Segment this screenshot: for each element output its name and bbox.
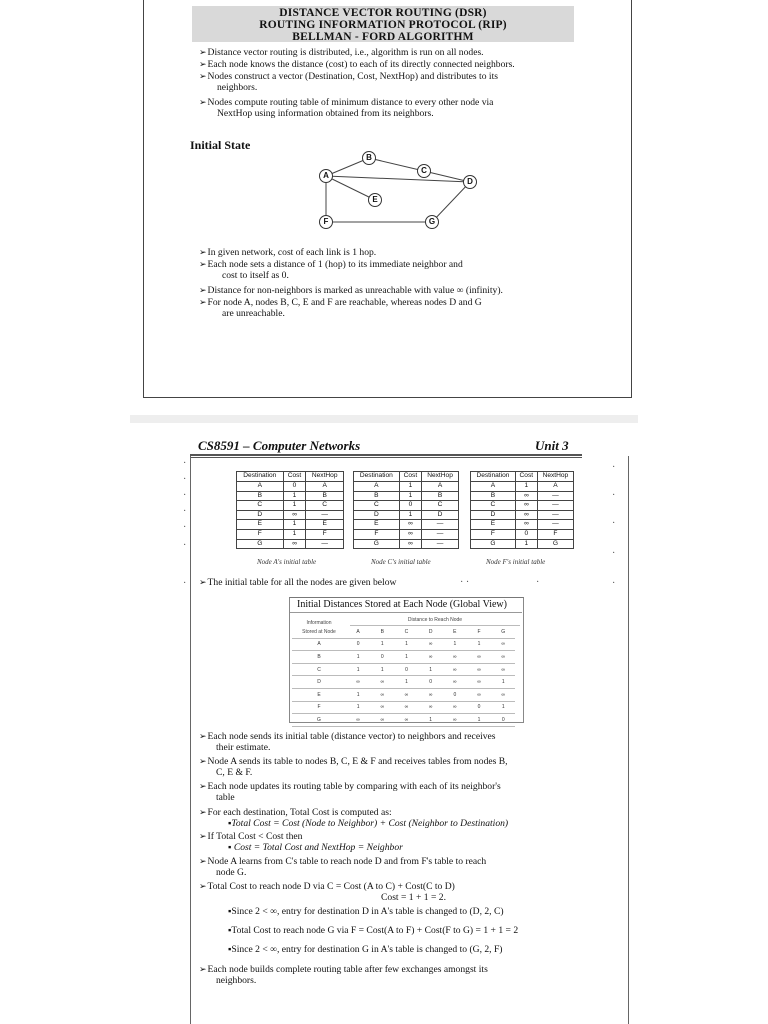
table-cell: ∞ <box>467 663 491 676</box>
page-separator <box>130 415 638 423</box>
table-cell: ∞ <box>491 663 515 676</box>
global-col-header: D <box>419 626 443 638</box>
table-cell: B <box>471 491 516 501</box>
scan-dot: · <box>612 518 616 529</box>
graph-node-d: D <box>463 175 477 189</box>
table-cell: ∞ <box>443 701 467 714</box>
col-header-nexthop: NextHop <box>306 472 344 482</box>
table-cell: E <box>354 520 400 530</box>
table-cell: C <box>237 501 284 511</box>
table-cell: ∞ <box>346 676 370 689</box>
scan-dot: · <box>183 458 187 469</box>
table-cell: 1 <box>283 491 306 501</box>
graph-node-f: F <box>319 215 333 229</box>
table-cell: — <box>422 529 459 539</box>
slide1-bullet-1: ➢Distance vector routing is distributed, i.e., algorithm is run on all nodes. <box>199 47 484 58</box>
graph-node-a: A <box>319 169 333 183</box>
table-cell: E <box>471 520 516 530</box>
table-cell: 0 <box>399 501 421 511</box>
table-cell: F <box>306 529 344 539</box>
initial-state-heading: Initial State <box>190 138 251 152</box>
table-cell: 1 <box>419 714 443 727</box>
table-cell: 1 <box>419 663 443 676</box>
table-cell: F <box>471 529 516 539</box>
global-row-node: E <box>292 688 346 701</box>
graph-node-c: C <box>417 164 431 178</box>
slide1-bullet-2: ➢Each node knows the distance (cost) to each of its directly connected neighbors. <box>199 59 515 70</box>
table-cell: ∞ <box>419 688 443 701</box>
table-cell: 1 <box>394 676 418 689</box>
table-cell: — <box>306 539 344 549</box>
graph-node-b: B <box>362 151 376 165</box>
table-cell: F <box>354 529 400 539</box>
table-cell: 1 <box>283 520 306 530</box>
s2-bullet-6-cont: node G. <box>216 867 247 878</box>
slide1-title-line-3: BELLMAN - FORD ALGORITHM <box>292 31 474 43</box>
table-cell: ∞ <box>370 688 394 701</box>
global-table-title: Initial Distances Stored at Each Node (Global View) <box>297 599 507 610</box>
scan-dot: · <box>183 522 187 533</box>
s2-bullet-6: ➢Node A learns from C's table to reach node D and from F's table to reach <box>199 856 487 867</box>
table-cell: A <box>306 482 344 492</box>
table-cell: ∞ <box>491 688 515 701</box>
col-header-nexthop: NextHop <box>422 472 459 482</box>
table-cell: — <box>537 520 573 530</box>
table-cell: ∞ <box>394 701 418 714</box>
col-header-destination: Destination <box>237 472 284 482</box>
node-c-caption: Node C's initial table <box>371 558 431 566</box>
table-cell: ∞ <box>515 510 537 520</box>
table-cell: ∞ <box>443 651 467 664</box>
table-cell: ∞ <box>283 510 306 520</box>
table-cell: ∞ <box>394 688 418 701</box>
table-cell: 1 <box>394 638 418 651</box>
table-cell: F <box>237 529 284 539</box>
table-cell: 0 <box>370 651 394 664</box>
table-cell: A <box>354 482 400 492</box>
table-cell: 0 <box>443 688 467 701</box>
s2-subbullet-g: ▪Since 2 < ∞, entry for destination G in A's table is changed to (G, 2, F) <box>228 944 503 955</box>
scan-dot: · <box>612 578 616 589</box>
course-title: CS8591 – Computer Networks <box>198 438 361 453</box>
s2-bullet-3: ➢Each node updates its routing table by comparing with each of its neighbor's <box>199 781 501 792</box>
table-cell: ∞ <box>491 651 515 664</box>
global-row-node: F <box>292 701 346 714</box>
global-col-header: G <box>491 626 515 638</box>
unit-label: Unit 3 <box>535 438 569 453</box>
table-cell: D <box>471 510 516 520</box>
table-cell: 1 <box>399 482 421 492</box>
table-cell: A <box>537 482 573 492</box>
col-header-destination: Destination <box>471 472 516 482</box>
global-col-header: B <box>370 626 394 638</box>
table-cell: B <box>422 491 459 501</box>
table-cell: 1 <box>394 651 418 664</box>
table-cell: 1 <box>491 676 515 689</box>
initial-table-intro: ➢The initial table for all the nodes are given below <box>199 577 397 588</box>
global-row-header-1: Information <box>306 620 332 626</box>
table-cell: — <box>422 520 459 530</box>
s2-bullet-3-cont: table <box>216 792 235 803</box>
table-cell: A <box>471 482 516 492</box>
network-graph <box>310 145 490 235</box>
table-cell: 0 <box>491 714 515 727</box>
scan-dot: · <box>612 490 616 501</box>
table-cell: C <box>354 501 400 511</box>
slide2-frame <box>190 456 629 1024</box>
table-cell: ∞ <box>394 714 418 727</box>
slide1-bullet2-4: ➢For node A, nodes B, C, E and F are reachable, whereas nodes D and G <box>199 297 482 308</box>
table-cell: — <box>537 491 573 501</box>
table-cell: 0 <box>394 663 418 676</box>
table-cell: G <box>354 539 400 549</box>
scan-dot: · <box>183 490 187 501</box>
node-a-caption: Node A's initial table <box>257 558 317 566</box>
table-cell: — <box>306 510 344 520</box>
slide1-bullet2-2-cont: cost to itself as 0. <box>222 270 289 281</box>
table-cell: D <box>237 510 284 520</box>
table-cell: ∞ <box>515 520 537 530</box>
table-cell: B <box>306 491 344 501</box>
table-cell: — <box>422 539 459 549</box>
slide1-title-line-2: ROUTING INFORMATION PROTOCOL (RIP) <box>259 19 507 31</box>
graph-node-e: E <box>368 193 382 207</box>
table-cell: A <box>237 482 284 492</box>
table-cell: 0 <box>419 676 443 689</box>
s2-bullet-2: ➢Node A sends its table to nodes B, C, E & F and receives tables from nodes B, <box>199 756 508 767</box>
table-cell: F <box>537 529 573 539</box>
col-header-cost: Cost <box>283 472 306 482</box>
slide1-bullet-4-cont: NextHop using information obtained from its neighbors. <box>217 108 434 119</box>
slide1-bullet2-4-cont: are unreachable. <box>222 308 285 319</box>
table-cell: E <box>306 520 344 530</box>
table-cell: C <box>306 501 344 511</box>
table-cell: 1 <box>370 638 394 651</box>
table-cell: ∞ <box>443 663 467 676</box>
table-cell: ∞ <box>419 701 443 714</box>
table-cell: ∞ <box>515 491 537 501</box>
table-cell: D <box>354 510 400 520</box>
table-cell: 1 <box>399 491 421 501</box>
s2-bullet-8-cont: neighbors. <box>216 975 257 986</box>
slide1-bottom-border <box>143 397 632 398</box>
global-col-header: F <box>467 626 491 638</box>
table-cell: A <box>422 482 459 492</box>
s2-bullet-7-cont: Cost = 1 + 1 = 2. <box>381 892 447 903</box>
table-cell: 1 <box>283 529 306 539</box>
table-cell: 1 <box>283 501 306 511</box>
slide1-bullet2-1: ➢In given network, cost of each link is 1 hop. <box>199 247 377 258</box>
global-col-header: E <box>443 626 467 638</box>
table-cell: G <box>537 539 573 549</box>
table-cell: 0 <box>283 482 306 492</box>
slide1-bullet2-3: ➢Distance for non-neighbors is marked as unreachable with value ∞ (infinity). <box>199 285 503 296</box>
scan-dot: · · <box>460 577 470 588</box>
table-cell: ∞ <box>419 638 443 651</box>
table-cell: ∞ <box>467 651 491 664</box>
scan-dot: · <box>612 462 616 473</box>
col-header-nexthop: NextHop <box>537 472 573 482</box>
table-cell: E <box>237 520 284 530</box>
slide1-title-line-1: DISTANCE VECTOR ROUTING (DSR) <box>279 7 487 19</box>
global-row-node: A <box>292 638 346 651</box>
table-cell: G <box>237 539 284 549</box>
table-cell: 0 <box>467 701 491 714</box>
table-cell: — <box>537 510 573 520</box>
table-cell: G <box>471 539 516 549</box>
global-col-group-header: Distance to Reach Node <box>407 617 463 623</box>
table-cell: 1 <box>370 663 394 676</box>
global-col-header: A <box>346 626 370 638</box>
table-cell: ∞ <box>399 539 421 549</box>
table-cell: 1 <box>515 539 537 549</box>
slide1-bullet-3-cont: neighbors. <box>217 82 258 93</box>
table-cell: ∞ <box>467 676 491 689</box>
node-f-caption: Node F's initial table <box>486 558 546 566</box>
table-cell: 1 <box>346 651 370 664</box>
table-cell: ∞ <box>399 529 421 539</box>
table-cell: B <box>237 491 284 501</box>
scan-dot: · <box>536 577 540 588</box>
s2-subbullet-g-cost: ▪Total Cost to reach node G via F = Cost(A to F) + Cost(F to G) = 1 + 1 = 2 <box>228 925 519 936</box>
table-cell: ∞ <box>283 539 306 549</box>
table-cell: 1 <box>515 482 537 492</box>
s2-bullet-7: ➢Total Cost to reach node D via C = Cost (A to C) + Cost(C to D) <box>199 881 455 892</box>
col-header-destination: Destination <box>354 472 400 482</box>
table-cell: 1 <box>399 510 421 520</box>
slide1-bullet-3: ➢Nodes construct a vector (Destination, Cost, NextHop) and distributes to its <box>199 71 498 82</box>
table-cell: — <box>537 501 573 511</box>
scan-dot: · <box>183 540 187 551</box>
s2-bullet-2-cont: C, E & F. <box>216 767 253 778</box>
s2-subbullet-d: ▪Since 2 < ∞, entry for destination D in A's table is changed to (D, 2, C) <box>228 906 504 917</box>
s2-bullet-4: ➢For each destination, Total Cost is computed as: <box>199 807 392 818</box>
global-col-header: C <box>394 626 418 638</box>
table-cell: 1 <box>467 638 491 651</box>
scan-dot: · <box>612 548 616 559</box>
table-cell: ∞ <box>443 676 467 689</box>
table-cell: 1 <box>491 701 515 714</box>
table-cell: C <box>471 501 516 511</box>
graph-node-g: G <box>425 215 439 229</box>
scan-dot: · <box>183 578 187 589</box>
s2-bullet-5: ➢If Total Cost < Cost then <box>199 831 303 842</box>
table-cell: 1 <box>346 701 370 714</box>
table-cell: ∞ <box>370 676 394 689</box>
table-cell: ∞ <box>399 520 421 530</box>
s2-bullet-1-cont: their estimate. <box>216 742 271 753</box>
table-cell: 1 <box>443 638 467 651</box>
s2-subbullet-total-cost: ▪Total Cost = Cost (Node to Neighbor) + Cost (Neighbor to Destination) <box>228 818 509 829</box>
s2-bullet-8: ➢Each node builds complete routing table after few exchanges amongst its <box>199 964 488 975</box>
table-cell: 1 <box>346 663 370 676</box>
col-header-cost: Cost <box>399 472 421 482</box>
global-row-node: B <box>292 651 346 664</box>
global-row-header-2: Stored at Node <box>302 629 336 635</box>
table-cell: B <box>354 491 400 501</box>
scan-dot: · <box>183 506 187 517</box>
table-cell: 1 <box>467 714 491 727</box>
table-cell: ∞ <box>346 714 370 727</box>
table-cell: ∞ <box>491 638 515 651</box>
slide1-bullet-4: ➢Nodes compute routing table of minimum distance to every other node via <box>199 97 494 108</box>
table-cell: ∞ <box>443 714 467 727</box>
table-cell: ∞ <box>370 701 394 714</box>
global-row-node: D <box>292 676 346 689</box>
slide1-bullet2-2: ➢Each node sets a distance of 1 (hop) to its immediate neighbor and <box>199 259 463 270</box>
global-row-node: G <box>292 714 346 727</box>
table-cell: D <box>422 510 459 520</box>
table-cell: ∞ <box>370 714 394 727</box>
table-cell: ∞ <box>419 651 443 664</box>
table-cell: C <box>422 501 459 511</box>
table-cell: ∞ <box>467 688 491 701</box>
table-cell: 0 <box>346 638 370 651</box>
table-cell: ∞ <box>515 501 537 511</box>
col-header-cost: Cost <box>515 472 537 482</box>
global-row-node: C <box>292 663 346 676</box>
s2-bullet-1: ➢Each node sends its initial table (distance vector) to neighbors and receives <box>199 731 496 742</box>
s2-subbullet-update: ▪ Cost = Total Cost and NextHop = Neighbor <box>228 842 403 853</box>
scan-dot: · <box>183 474 187 485</box>
table-cell: 1 <box>346 688 370 701</box>
table-cell: 0 <box>515 529 537 539</box>
